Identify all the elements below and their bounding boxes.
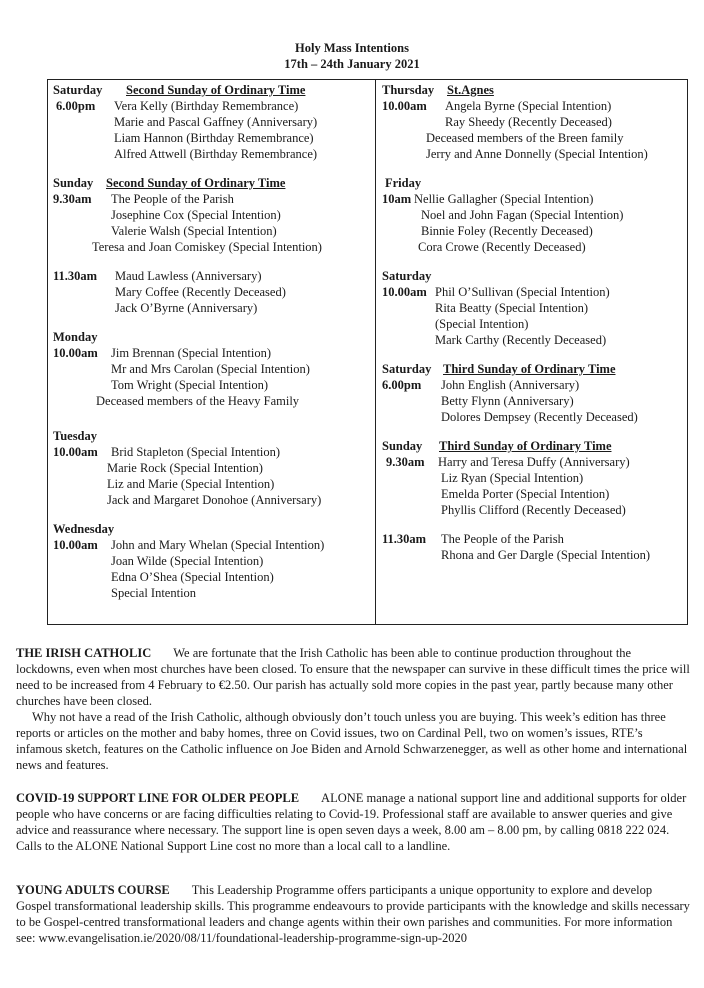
intention: Teresa and Joan Comiskey (Special Intention) xyxy=(92,240,322,254)
intention: Marie and Pascal Gaffney (Anniversary) xyxy=(114,115,318,129)
notice-heading: COVID-19 SUPPORT LINE FOR OLDER PEOPLE xyxy=(16,791,300,805)
intention: Vera Kelly (Birthday Remembrance) xyxy=(114,99,299,113)
day-label: Wednesday xyxy=(53,522,115,536)
irish-catholic-notice-continued: Why not have a read of the Irish Catholic, although obviously don’t touch unless you are buying. This week’s edition has three reports or articles on the mother and baby homes, three on Covid issues, two on Cardinal Pell, two on women’s issues, RTE’s infamous sketch, features on the Catholic influence on Joe Biden and Arnold Schwarzenegger, as well as other home and international news and features. xyxy=(16,710,688,772)
mass-time: 6.00pm xyxy=(56,99,96,113)
intention: Maud Lawless (Anniversary) xyxy=(115,269,262,283)
day-label: Monday xyxy=(53,330,98,344)
intention: Jerry and Anne Donnelly (Special Intention) xyxy=(426,147,648,161)
intention: Rita Beatty (Special Intention) xyxy=(435,301,589,315)
mass-time: 10.00am xyxy=(53,346,98,360)
intention: Ray Sheedy (Recently Deceased) xyxy=(445,115,612,129)
intention: Cora Crowe (Recently Deceased) xyxy=(418,240,586,254)
day-label: Tuesday xyxy=(53,429,98,443)
mass-time: 10.00am xyxy=(53,538,98,552)
intention: Special Intention xyxy=(111,586,197,600)
mass-time: 9.30am xyxy=(386,455,425,469)
notice-heading: THE IRISH CATHOLIC xyxy=(16,646,152,660)
intention: Phyllis Clifford (Recently Deceased) xyxy=(441,503,626,517)
irish-catholic-notice xyxy=(16,645,690,709)
notice-heading: YOUNG ADULTS COURSE xyxy=(16,883,170,897)
intention: Noel and John Fagan (Special Intention) xyxy=(421,208,624,222)
day-label: Sunday xyxy=(382,439,423,453)
intention: Jack and Margaret Donohoe (Anniversary) xyxy=(107,493,322,507)
covid-support-notice xyxy=(16,790,690,854)
intention: Dolores Dempsey (Recently Deceased) xyxy=(441,410,638,424)
intention: (Special Intention) xyxy=(435,317,529,331)
intention: John and Mary Whelan (Special Intention) xyxy=(111,538,325,552)
intention: Emelda Porter (Special Intention) xyxy=(441,487,610,501)
mass-time: 10.00am xyxy=(382,285,427,299)
intention: Mary Coffee (Recently Deceased) xyxy=(115,285,286,299)
intention: Nellie Gallagher (Special Intention) xyxy=(414,192,594,206)
intention: Jack O’Byrne (Anniversary) xyxy=(115,301,258,315)
intention: Rhona and Ger Dargle (Special Intention) xyxy=(441,548,651,562)
day-title: St.Agnes xyxy=(447,83,494,97)
intention: Binnie Foley (Recently Deceased) xyxy=(421,224,593,238)
mass-time: 11.30am xyxy=(382,532,427,546)
intention: Deceased members of the Heavy Family xyxy=(96,394,300,408)
mass-time: 6.00pm xyxy=(382,378,422,392)
notice-text: ALONE manage a national support line and additional supports for older people who have concerns or are facing difficulties relating to Covid-19. Professional staff are available to answer queries and give advice and reassurance where necessary. The support line is open seven days a week, 8.00 am – 8.00 pm, by calling 0818 222 024. Calls to the ALONE National Support Line cost no more than a local call to a landline. xyxy=(16,791,687,853)
intention: Liz Ryan (Special Intention) xyxy=(441,471,584,485)
day-title: Second Sunday of Ordinary Time xyxy=(126,83,306,97)
intention: Liam Hannon (Birthday Remembrance) xyxy=(114,131,314,145)
mass-time: 9.30am xyxy=(53,192,92,206)
intention: Liz and Marie (Special Intention) xyxy=(107,477,275,491)
date-range: 17th – 24th January 2021 xyxy=(284,57,420,71)
intention: Joan Wilde (Special Intention) xyxy=(111,554,264,568)
intention: Mark Carthy (Recently Deceased) xyxy=(435,333,607,347)
intention: Jim Brennan (Special Intention) xyxy=(111,346,272,360)
intention: Phil O’Sullivan (Special Intention) xyxy=(435,285,610,299)
day-label: Friday xyxy=(385,176,422,190)
day-label: Sunday xyxy=(53,176,94,190)
day-label: Saturday xyxy=(382,362,432,376)
intention: Betty Flynn (Anniversary) xyxy=(441,394,574,408)
column-divider xyxy=(375,80,376,624)
intention: The People of the Parish xyxy=(441,532,564,546)
notice-text: We are fortunate that the Irish Catholic has been able to continue production throughout the lockdowns, even when most churches have been closed. To ensure that the newspaper can survive in these difficult times the price will need to be increased from 4 February to €2.50. Our parish has actually sold more copies in the past year, partly because many other churches have been closed. xyxy=(16,646,690,708)
young-adults-notice xyxy=(16,882,690,946)
page-title: Holy Mass Intentions xyxy=(295,41,409,55)
mass-time: 10.00am xyxy=(53,445,98,459)
intention: Josephine Cox (Special Intention) xyxy=(111,208,281,222)
mass-time: 11.30am xyxy=(53,269,98,283)
intention: John English (Anniversary) xyxy=(441,378,580,392)
intention: Brid Stapleton (Special Intention) xyxy=(111,445,281,459)
day-title: Third Sunday of Ordinary Time xyxy=(439,439,612,453)
day-title: Second Sunday of Ordinary Time xyxy=(106,176,286,190)
mass-time: 10am xyxy=(382,192,412,206)
intention: Valerie Walsh (Special Intention) xyxy=(111,224,277,238)
intention: Harry and Teresa Duffy (Anniversary) xyxy=(438,455,630,469)
intention: Tom Wright (Special Intention) xyxy=(111,378,269,392)
day-label: Saturday xyxy=(53,83,103,97)
day-label: Thursday xyxy=(382,83,435,97)
mass-time: 10.00am xyxy=(382,99,427,113)
intention: Deceased members of the Breen family xyxy=(426,131,624,145)
day-label: Saturday xyxy=(382,269,432,283)
mass-intentions-table xyxy=(47,79,688,625)
notice-text: This Leadership Programme offers participants a unique opportunity to explore and develop Gospel transformational leadership skills. This programme endeavours to provide participants with the knowledge and skills necessary to be Gospel-centred transformational leaders and change agents within their own parishes and communities. For more information see: www.evangelisation.ie/2020/08/11/foundational-leadership-programme-sign-up-2020 xyxy=(16,883,690,945)
intention: Alfred Attwell (Birthday Remembrance) xyxy=(114,147,318,161)
intention: The People of the Parish xyxy=(111,192,234,206)
day-title: Third Sunday of Ordinary Time xyxy=(443,362,616,376)
intention: Angela Byrne (Special Intention) xyxy=(445,99,612,113)
intention: Edna O’Shea (Special Intention) xyxy=(111,570,274,584)
intention: Mr and Mrs Carolan (Special Intention) xyxy=(111,362,310,376)
intention: Marie Rock (Special Intention) xyxy=(107,461,263,475)
